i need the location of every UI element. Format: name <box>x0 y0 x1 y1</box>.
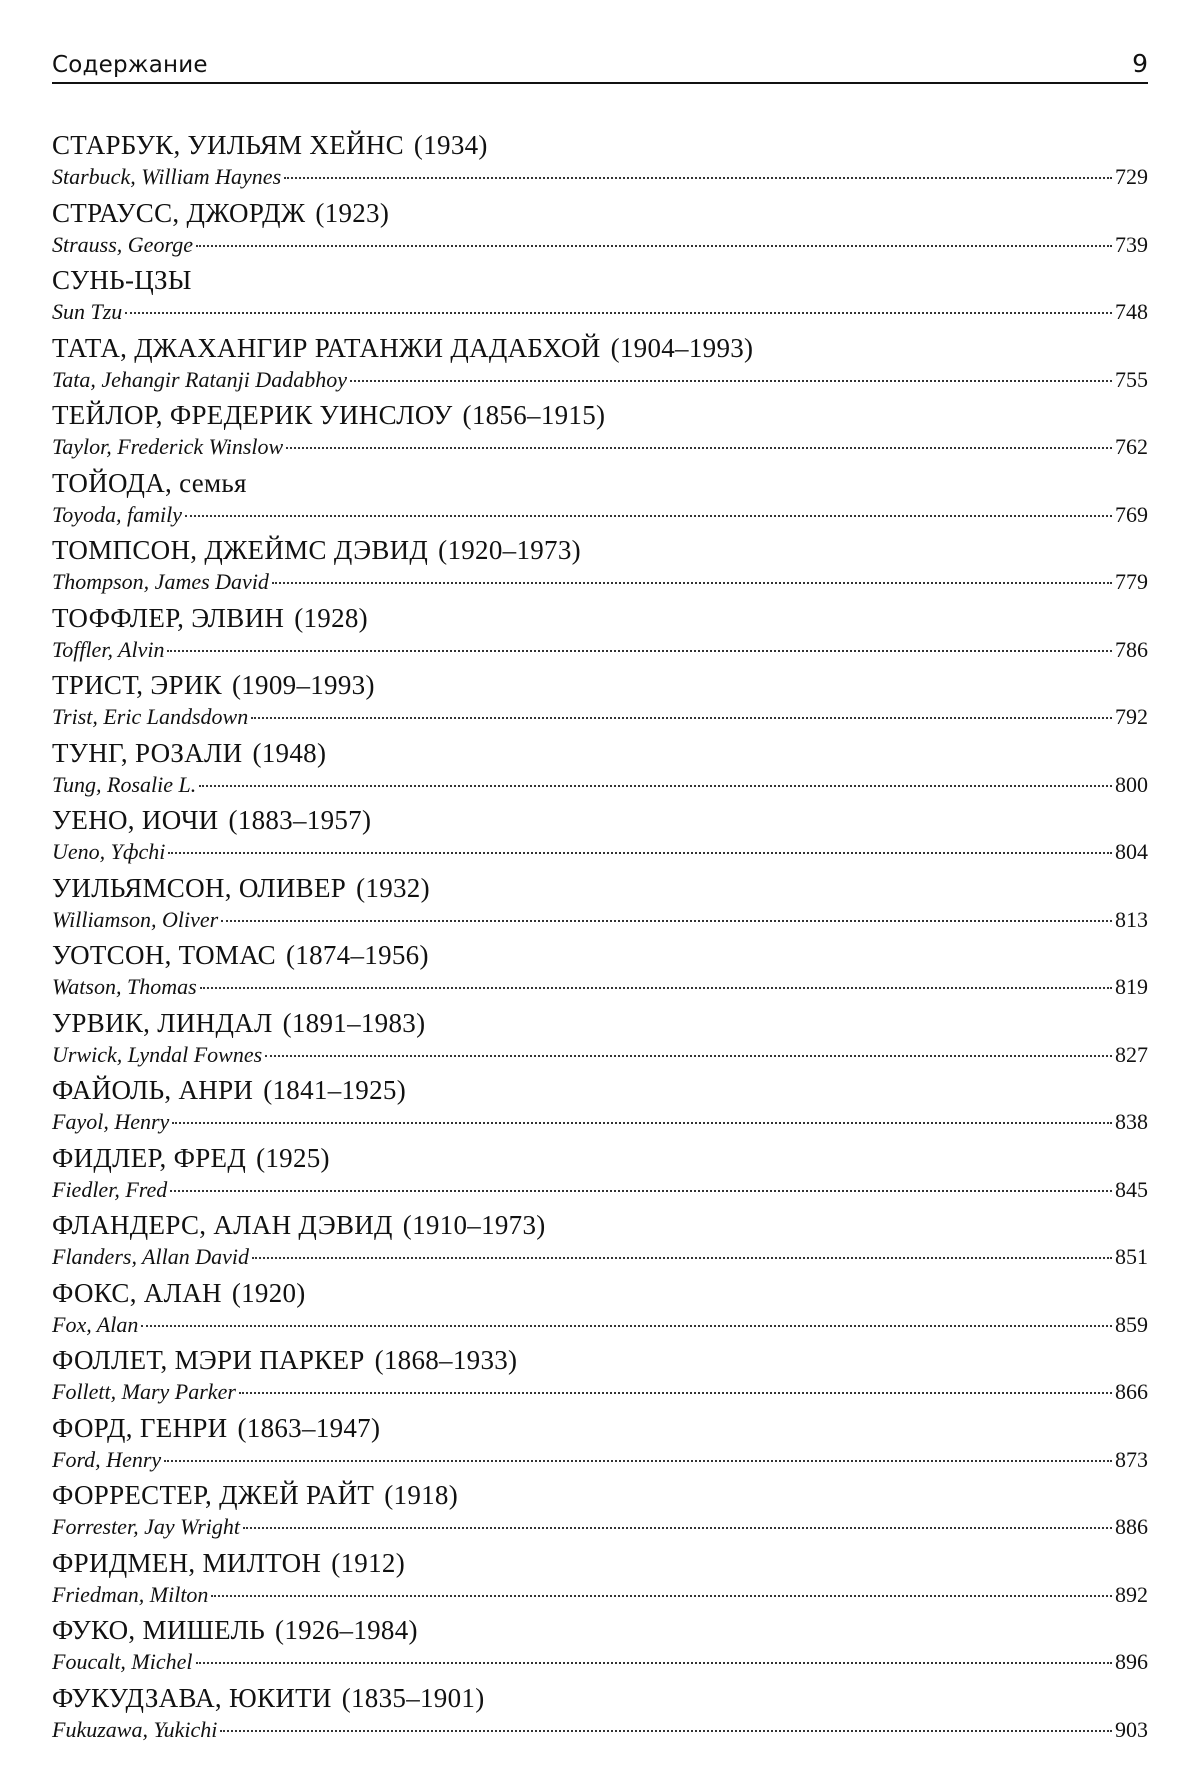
dot-leader <box>251 717 1112 719</box>
entry-page-number: 873 <box>1115 1446 1148 1472</box>
entry-years: (1909–1993) <box>231 670 375 700</box>
entry-page-number: 739 <box>1115 231 1148 257</box>
entry-russian-name: ФОРД, ГЕНРИ <box>52 1412 228 1443</box>
entry-years: (1920) <box>231 1277 306 1308</box>
entry-russian-name-line <box>52 1276 1148 1310</box>
entry-english-line <box>52 432 1148 462</box>
dot-leader <box>220 1730 1112 1732</box>
toc-entry <box>52 398 1148 466</box>
entry-english-line <box>52 905 1148 935</box>
entry-english-name: Williamson, Oliver <box>52 906 219 932</box>
dot-leader <box>167 650 1112 652</box>
entry-russian-name: ФОРРЕСТЕР, ДЖЕЙ РАЙТ <box>52 1480 375 1510</box>
entry-russian-name: ТЕЙЛОР, ФРЕДЕРИК УИНСЛОУ <box>52 400 453 430</box>
entry-russian-name-line <box>52 533 1148 567</box>
entry-years: (1934) <box>413 130 488 160</box>
entry-english-line <box>52 297 1148 327</box>
entry-russian-name: ФОКС, АЛАН <box>52 1277 222 1308</box>
toc-entry <box>52 331 1148 399</box>
entry-russian-name: ТРИСТ, ЭРИК <box>52 670 222 700</box>
entry-english-line <box>52 1647 1148 1677</box>
entry-years: (1928) <box>294 602 368 633</box>
entry-years: (1918) <box>384 1480 459 1510</box>
entry-russian-name-line <box>52 1141 1148 1175</box>
dot-leader <box>284 177 1112 179</box>
dot-leader <box>350 380 1112 382</box>
entry-russian-name: ТАТА, ДЖАХАНГИР РАТАНЖИ ДАДАБХОЙ <box>52 332 601 363</box>
toc-entry <box>52 1478 1148 1546</box>
entry-english-line <box>52 702 1148 732</box>
entry-russian-name: СТРАУСС, ДЖОРДЖ <box>52 197 306 228</box>
entry-russian-name-line <box>52 1478 1148 1512</box>
entry-russian-name: УРВИК, ЛИНДАЛ <box>52 1007 273 1038</box>
entry-english-line <box>52 1445 1148 1475</box>
dot-leader <box>200 987 1112 989</box>
entry-english-line <box>52 837 1148 867</box>
entry-years: (1904–1993) <box>610 332 754 363</box>
dot-leader <box>243 1527 1112 1529</box>
dot-leader <box>168 852 1112 854</box>
entry-years: (1910–1973) <box>402 1210 546 1240</box>
entry-years: (1912) <box>331 1547 406 1578</box>
entry-page-number: 851 <box>1115 1244 1148 1269</box>
entry-russian-name-line <box>52 1546 1148 1580</box>
entry-page-number: 748 <box>1115 299 1148 324</box>
entry-english-line <box>52 365 1148 395</box>
entry-years: (1925) <box>256 1142 330 1173</box>
entry-english-line <box>52 1175 1148 1205</box>
entry-page-number: 866 <box>1115 1379 1148 1404</box>
toc-entry <box>52 128 1148 196</box>
entry-page-number: 813 <box>1115 906 1148 932</box>
entry-russian-name: ФУКО, МИШЕЛЬ <box>52 1615 266 1645</box>
entry-years: (1920–1973) <box>438 535 581 565</box>
toc-entry <box>52 1141 1148 1209</box>
entry-english-name: Trist, Eric Landsdown <box>52 704 249 729</box>
entry-russian-name: ФИДЛЕР, ФРЕД <box>52 1142 247 1173</box>
toc-entry <box>52 1411 1148 1479</box>
dot-leader <box>170 1190 1112 1192</box>
entry-russian-name: УИЛЬЯМСОН, ОЛИВЕР <box>52 872 347 903</box>
entry-english-name: Strauss, George <box>52 231 193 257</box>
entry-years: (1932) <box>356 872 430 903</box>
entry-english-name: Follett, Mary Parker <box>52 1379 236 1404</box>
dot-leader <box>164 1460 1112 1462</box>
entry-years: (1856–1915) <box>462 400 606 430</box>
toc-entry <box>52 263 1148 331</box>
entry-english-name: Ueno, Yфchi <box>52 839 166 864</box>
entry-page-number: 859 <box>1115 1311 1148 1337</box>
entry-russian-name: СТАРБУК, УИЛЬЯМ ХЕЙНС <box>52 130 404 160</box>
entry-page-number: 845 <box>1115 1176 1148 1202</box>
entry-english-line <box>52 1715 1148 1745</box>
entry-russian-name-line <box>52 938 1148 972</box>
entry-russian-name: УЕНО, ИОЧИ <box>52 805 219 835</box>
entry-russian-name: ФАЙОЛЬ, АНРИ <box>52 1075 254 1105</box>
entry-page-number: 786 <box>1115 636 1148 662</box>
entry-english-line <box>52 1310 1148 1340</box>
dot-leader <box>172 1122 1112 1124</box>
dot-leader <box>211 1595 1112 1597</box>
entry-page-number: 903 <box>1115 1716 1148 1742</box>
entry-russian-name-line <box>52 601 1148 635</box>
entry-english-line <box>52 500 1148 530</box>
entry-russian-name-line <box>52 196 1148 230</box>
entry-russian-name-line <box>52 1681 1148 1715</box>
toc-entry <box>52 938 1148 1006</box>
dot-leader <box>286 447 1112 449</box>
entry-years: (1874–1956) <box>285 940 429 970</box>
entry-page-number: 827 <box>1115 1041 1148 1067</box>
entry-russian-name: ТУНГ, РОЗАЛИ <box>52 737 243 768</box>
header-title: Содержание <box>52 52 208 78</box>
entry-english-name: Thompson, James David <box>52 569 269 594</box>
toc-entry <box>52 803 1148 871</box>
toc-entry <box>52 1343 1148 1411</box>
entry-english-name: Taylor, Frederick Winslow <box>52 434 284 459</box>
dot-leader <box>141 1325 1112 1327</box>
toc-entry <box>52 871 1148 939</box>
entry-russian-name-line <box>52 736 1148 770</box>
entry-english-name: Sun Tzu <box>52 299 123 324</box>
entry-russian-name: УОТСОН, ТОМАС <box>52 940 276 970</box>
toc-entry <box>52 736 1148 804</box>
entry-years: (1863–1947) <box>237 1412 381 1443</box>
entry-page-number: 729 <box>1115 164 1148 189</box>
entry-english-line <box>52 1377 1148 1407</box>
entry-english-line <box>52 1580 1148 1610</box>
entry-english-line <box>52 972 1148 1002</box>
entry-english-name: Watson, Thomas <box>52 974 197 999</box>
entry-english-line <box>52 1242 1148 1272</box>
dot-leader <box>199 785 1112 787</box>
entry-page-number: 779 <box>1115 569 1148 594</box>
running-header <box>52 42 1148 84</box>
entry-english-name: Fiedler, Fred <box>52 1176 168 1202</box>
entry-russian-name-line <box>52 1208 1148 1242</box>
dot-leader <box>272 582 1112 584</box>
entry-russian-name: ТОФФЛЕР, ЭЛВИН <box>52 602 285 633</box>
entry-page-number: 838 <box>1115 1109 1148 1134</box>
entry-english-name: Ford, Henry <box>52 1446 162 1472</box>
entry-russian-name: ФЛАНДЕРС, АЛАН ДЭВИД <box>52 1210 393 1240</box>
toc-entry <box>52 668 1148 736</box>
entry-russian-name: СУНЬ-ЦЗЫ <box>52 265 192 295</box>
dot-leader <box>125 312 1112 314</box>
entry-years: (1883–1957) <box>228 805 372 835</box>
entry-english-name: Foucalt, Michel <box>52 1649 193 1674</box>
entry-english-line <box>52 230 1148 260</box>
entry-russian-name-line <box>52 398 1148 432</box>
entry-russian-name: ТОЙОДА, семья <box>52 467 247 498</box>
entry-russian-name: ФУКУДЗАВА, ЮКИТИ <box>52 1682 332 1713</box>
entry-english-name: Toffler, Alvin <box>52 636 165 662</box>
entry-years: (1926–1984) <box>275 1615 418 1645</box>
entry-years: (1841–1925) <box>263 1075 407 1105</box>
entry-russian-name: ФРИДМЕН, МИЛТОН <box>52 1547 322 1578</box>
toc-entry <box>52 533 1148 601</box>
entry-russian-name-line <box>52 668 1148 702</box>
entry-english-line <box>52 770 1148 800</box>
toc-entry <box>52 1681 1148 1749</box>
entry-english-name: Tung, Rosalie L. <box>52 771 197 797</box>
entry-russian-name-line <box>52 263 1148 297</box>
entry-page-number: 804 <box>1115 839 1148 864</box>
entry-russian-name-line <box>52 466 1148 500</box>
entry-russian-name: ТОМПСОН, ДЖЕЙМС ДЭВИД <box>52 535 429 565</box>
toc-entry <box>52 1276 1148 1344</box>
entry-english-line <box>52 1107 1148 1137</box>
entry-russian-name-line <box>52 1613 1148 1647</box>
entry-russian-name-line <box>52 1343 1148 1377</box>
entry-english-name: Starbuck, William Haynes <box>52 164 282 189</box>
toc-entry <box>52 1208 1148 1276</box>
entry-english-name: Friedman, Milton <box>52 1581 209 1607</box>
entry-russian-name-line <box>52 331 1148 365</box>
dot-leader <box>252 1257 1112 1259</box>
entry-english-name: Fukuzawa, Yukichi <box>52 1716 218 1742</box>
entry-english-name: Flanders, Allan David <box>52 1244 249 1269</box>
entry-english-name: Tata, Jehangir Ratanji Dadabhoy <box>52 366 347 392</box>
entry-english-line <box>52 567 1148 597</box>
entry-russian-name-line <box>52 1006 1148 1040</box>
entry-english-line <box>52 635 1148 665</box>
table-of-contents <box>52 128 1148 1748</box>
entry-page-number: 892 <box>1115 1581 1148 1607</box>
toc-entry <box>52 196 1148 264</box>
entry-years: (1948) <box>252 737 327 768</box>
entry-years: (1868–1933) <box>374 1345 518 1375</box>
entry-russian-name-line <box>52 871 1148 905</box>
entry-english-name: Forrester, Jay Wright <box>52 1514 240 1539</box>
dot-leader <box>196 1662 1112 1664</box>
entry-english-line <box>52 1040 1148 1070</box>
entry-page-number: 896 <box>1115 1649 1148 1674</box>
entry-page-number: 886 <box>1115 1514 1148 1539</box>
toc-entry <box>52 1006 1148 1074</box>
toc-entry <box>52 601 1148 669</box>
entry-english-name: Fox, Alan <box>52 1311 139 1337</box>
dot-leader <box>185 515 1112 517</box>
entry-page-number: 819 <box>1115 974 1148 999</box>
entry-years: (1835–1901) <box>341 1682 485 1713</box>
header-page-number: 9 <box>1132 49 1148 78</box>
toc-entry <box>52 1546 1148 1614</box>
entry-russian-name: ФОЛЛЕТ, МЭРИ ПАРКЕР <box>52 1345 365 1375</box>
entry-english-name: Toyoda, family <box>52 501 182 527</box>
entry-russian-name-line <box>52 1411 1148 1445</box>
entry-english-name: Fayol, Henry <box>52 1109 170 1134</box>
entry-english-line <box>52 162 1148 192</box>
dot-leader <box>221 920 1112 922</box>
entry-russian-name-line <box>52 803 1148 837</box>
entry-page-number: 769 <box>1115 501 1148 527</box>
dot-leader <box>196 245 1112 247</box>
entry-page-number: 762 <box>1115 434 1148 459</box>
toc-entry <box>52 1073 1148 1141</box>
entry-page-number: 800 <box>1115 771 1148 797</box>
dot-leader <box>239 1392 1112 1394</box>
entry-russian-name-line <box>52 1073 1148 1107</box>
entry-english-name: Urwick, Lyndal Fownes <box>52 1041 263 1067</box>
entry-years: (1891–1983) <box>282 1007 426 1038</box>
toc-entry <box>52 1613 1148 1681</box>
entry-english-line <box>52 1512 1148 1542</box>
entry-page-number: 792 <box>1115 704 1148 729</box>
toc-entry <box>52 466 1148 534</box>
dot-leader <box>265 1055 1112 1057</box>
entry-page-number: 755 <box>1115 366 1148 392</box>
entry-russian-name-line <box>52 128 1148 162</box>
entry-years: (1923) <box>315 197 390 228</box>
